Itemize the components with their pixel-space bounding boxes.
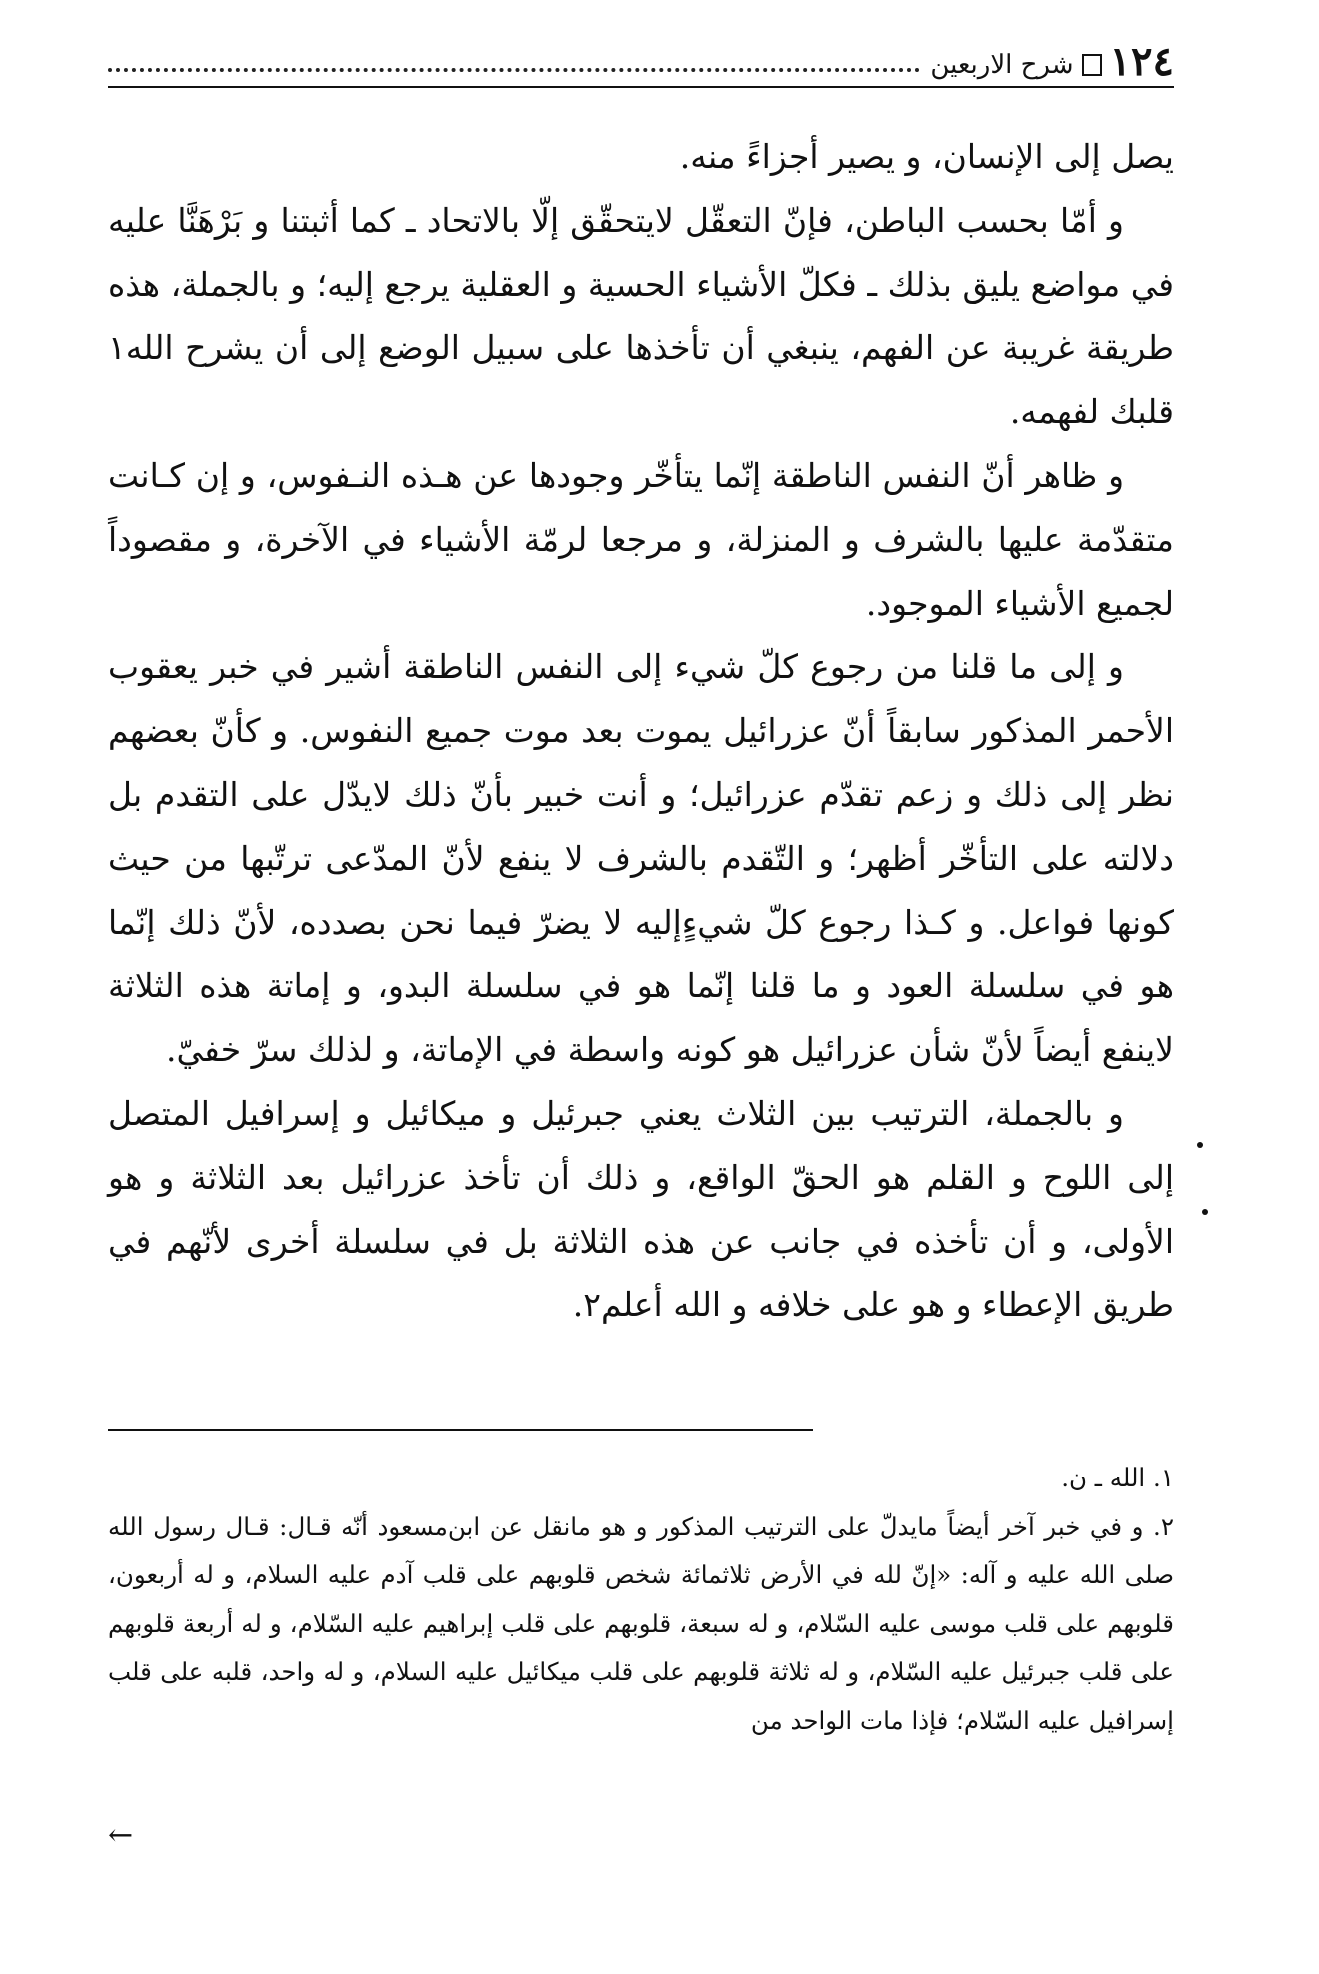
paragraph: و بالجملة، الترتيب بين الثلاث يعني جبرئيل و ميكائيل و إسرافيل المتصل إلى اللوح و القلم هو الحقّ الواقع، و ذلك أن تأخذ عزرائيل بعد الثلاثة و هو الأولى، و أن تأخذه في جانب عن هذه الثلاثة بل في سلسلة أخرى لأنّهم في طريق الإعطاء و هو على خلافه و الله أعلم٢. (108, 1093, 1174, 1325)
footnote: ٢. و في خبر آخر أيضاً مايدلّ على الترتيب المذكور و هو مانقل عن ابن‌مسعود أنّه قـال: قـال رسول الله صلى الله عليه و آله: «إنّ لله في الأرض ثلاثمائة شخص قلوبهم على قلب آدم عليه السلام، و له أربعون، قلوبهم على قلب موسى عليه السّلام، و له سبعة، قلوبهم على قلب إبراهيم عليه السّلام، و له أربعة قلوبهم على قلب جبرئيل عليه السّلام، و له ثلاثة قلوبهم على قلب ميكائيل عليه السلام، و له واحد، قلبه على قلب إسرافيل عليه السّلام؛ فإذا مات الواحد من (108, 1511, 1174, 1735)
book-page (108, 0, 1174, 1974)
page-number: ١٢٤ (1109, 38, 1174, 85)
square-ornament-icon (1082, 54, 1102, 76)
paragraph: و إلى ما قلنا من رجوع كلّ شيء إلى النفس الناطقة أشير في خبر يعقوب الأحمر المذكور سابقاً أنّ عزرائيل يموت بعد موت جميع النفوس. و كأنّ بعضهم نظر إلى ذلك و زعم تقدّم عزرائيل؛ و أنت خبير بأنّ ذلك لايدّل على التقدم بل دلالته على التأخّر أظهر؛ و التّقدم بالشرف لا ينفع لأنّ المدّعى ترتّبها من حيث كونها فواعل. و كـذا رجوع كلّ شيءٍإليه لا يضرّ فيما نحن بصدده، لأنّ ذلك إنّما هو في سلسلة العود و ما قلنا إنّما هو في سلسلة البدو، و إماتة هذه الثلاثة لاينفع أيضاً لأنّ شأن عزرائيل هو كونه واسطة في الإماتة، و لذلك سرّ خفيّ. (108, 647, 1174, 1070)
paragraph: و أمّا بحسب الباطن، فإنّ التعقّل لايتحقّق إلّا بالاتحاد ـ كما أثبتنا و بَرْهَنَّا عليه في مواضع يليق بذلك ـ فكلّ الأشياء الحسية و العقلية يرجع إليه؛ و بالجملة، هذه طريقة غريبة عن الفهم، ينبغي أن تأخذها على سبيل الوضع إلى أن يشرح الله١ قلبك لفهمه. (108, 200, 1174, 432)
header-dotted-leader (108, 68, 920, 72)
page-header (108, 30, 1174, 88)
footnote-divider (108, 1429, 813, 1431)
continued-arrow-icon: ← (108, 1818, 134, 1853)
main-text (108, 125, 1174, 1337)
margin-dot (1197, 1142, 1203, 1148)
footnotes (108, 1454, 1174, 1745)
paragraph: و ظاهر أنّ النفس الناطقة إنّما يتأخّر وجودها عن هـذه النـفوس، و إن كـانت متقدّمة عليها بالشرف و المنزلة، و مرجعا لرمّة الأشياء في الآخرة، و مقصوداً لجميع الأشياء الموجود. (108, 455, 1174, 623)
footnote: ١. الله ـ ن. (1061, 1463, 1174, 1492)
paragraph: يصل إلى الإنسان، و يصير أجزاءً منه. (679, 137, 1174, 176)
running-title: شرح الاربعين (930, 50, 1074, 80)
margin-dot (1202, 1209, 1208, 1215)
